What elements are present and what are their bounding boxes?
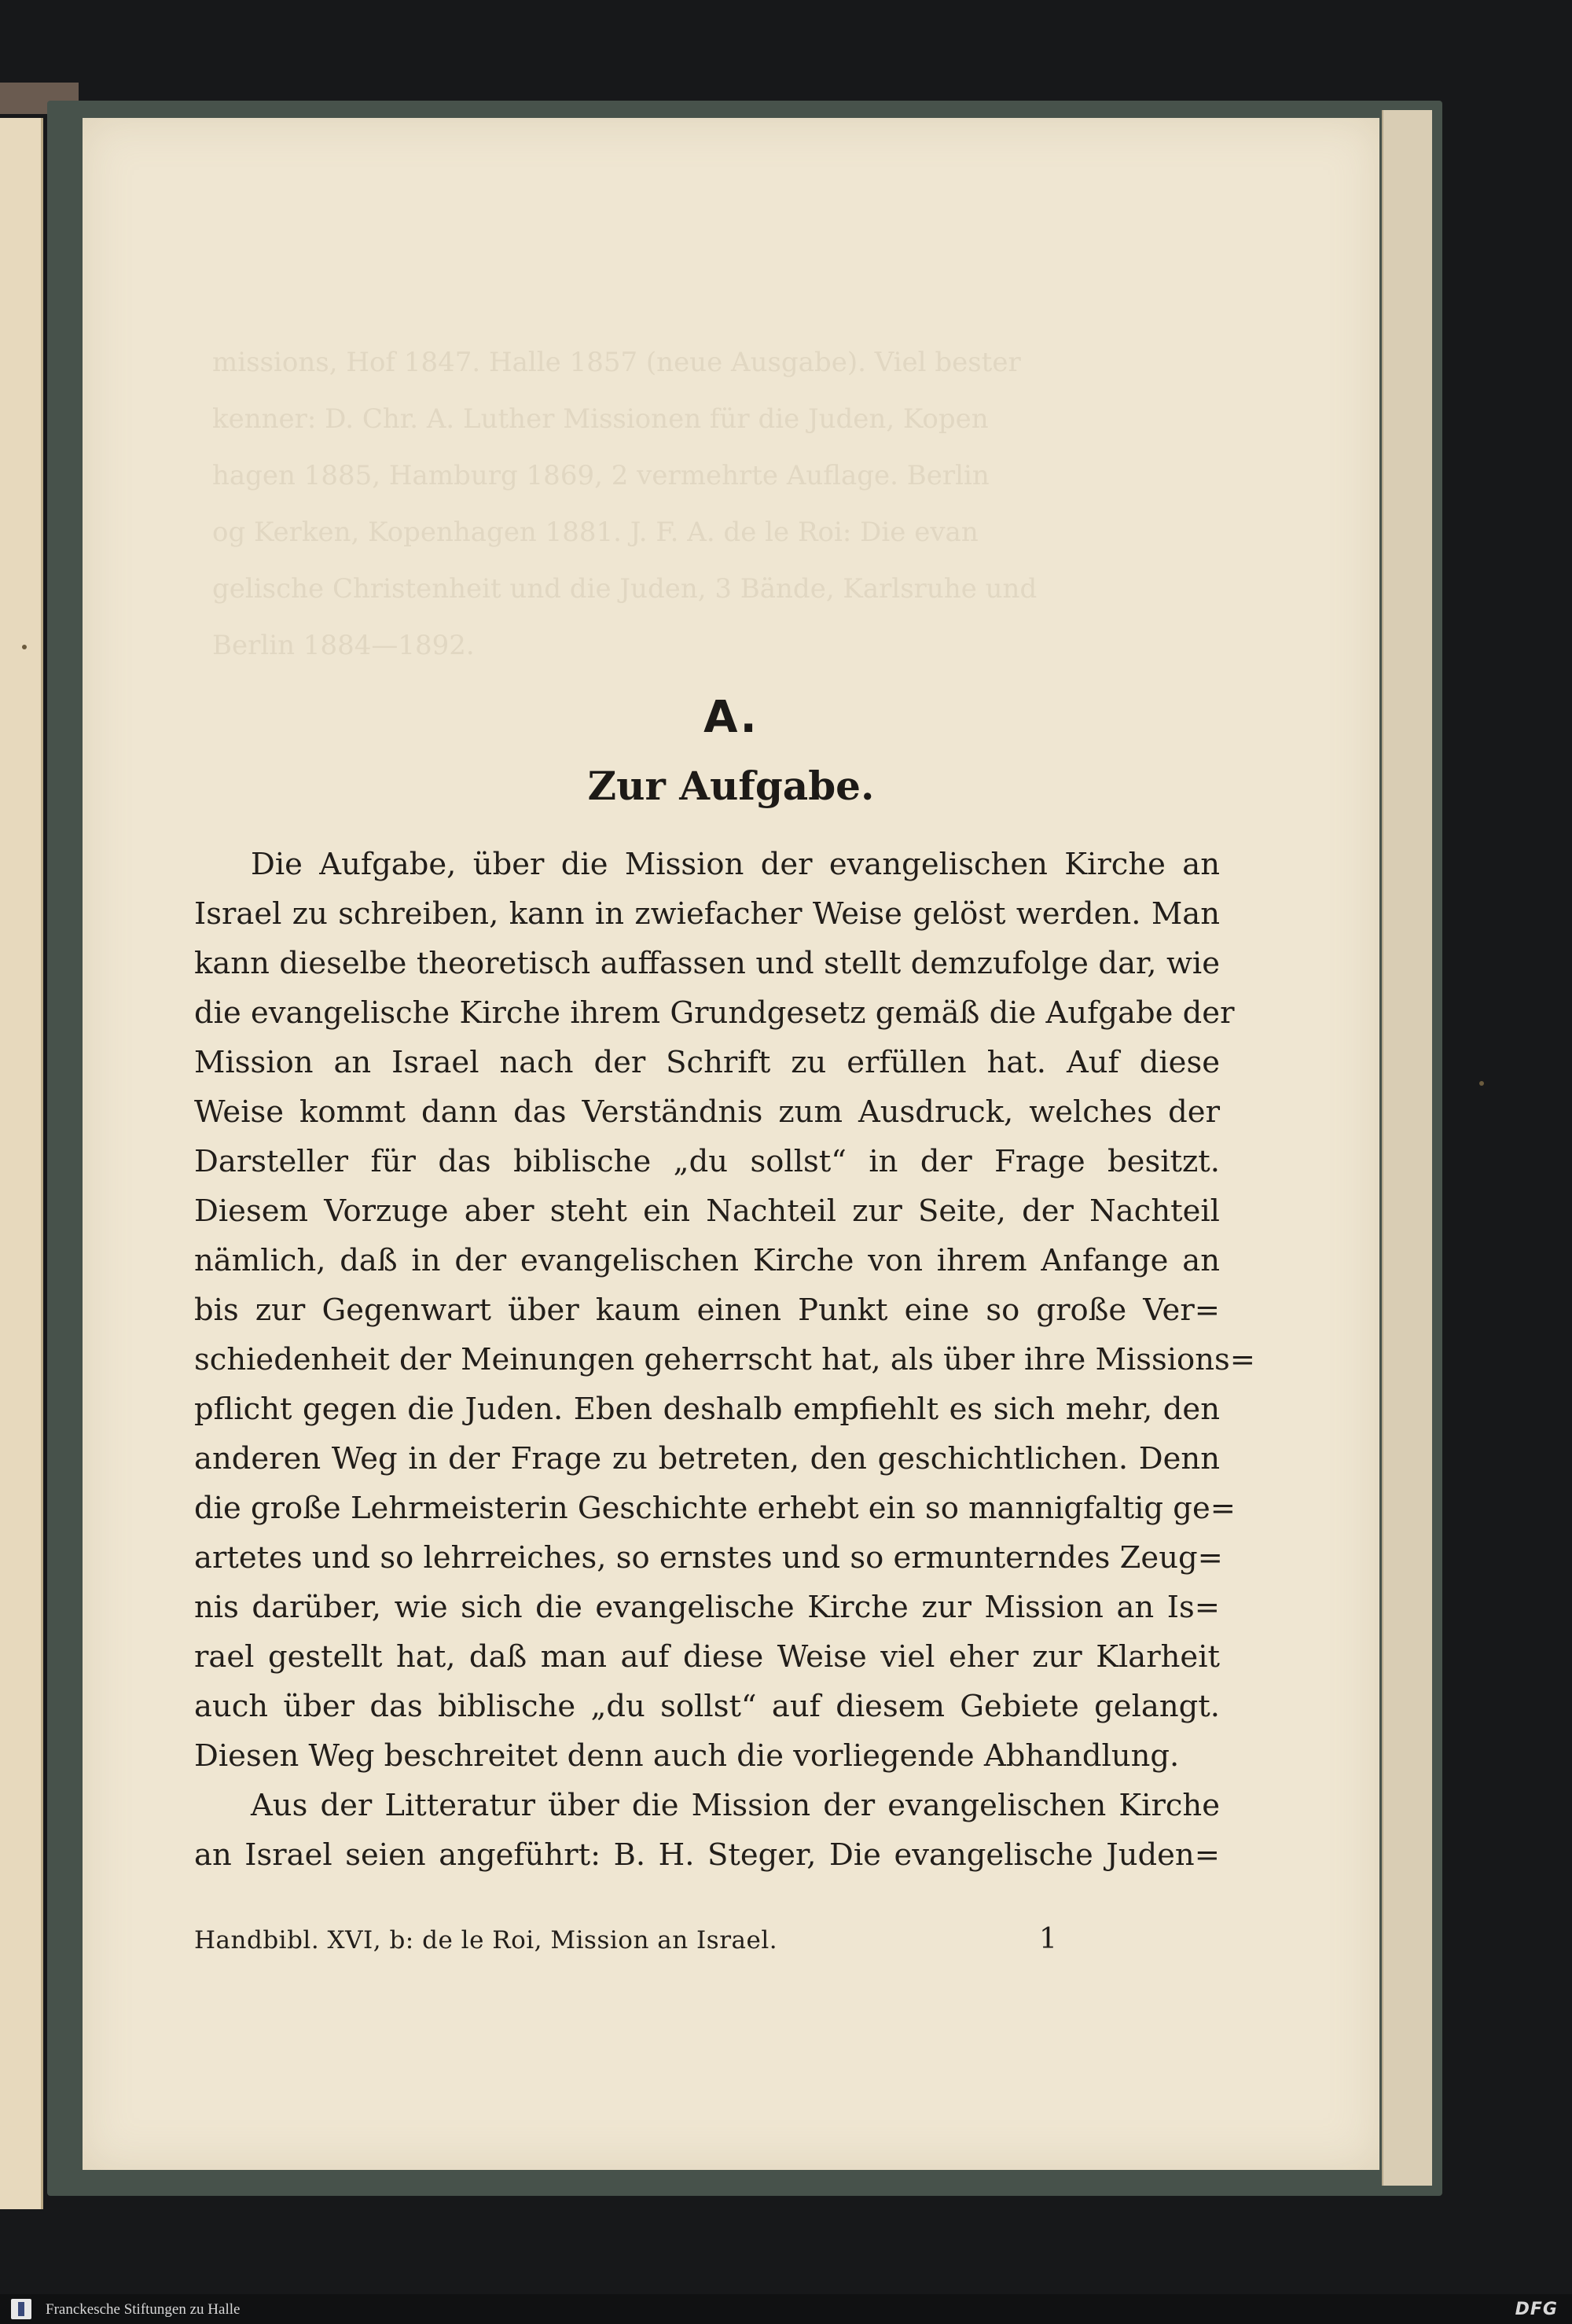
bleed-through-shadow: missions, Hof 1847. Halle 1857 (neue Ausgabe). Viel bester kenner: D. Chr. A. Luther Missionen für die Juden, Kopen hagen 1885, Hamburg 1869, 2 vermehrte Auflage. Berlin og Kerken, Kopenhagen 1881. J. F. A. de le Roi: Die evan gelische Christenheit und die Juden, 3 Bände, Karlsruhe und Berlin 1884—1892.	[212, 347, 1038, 661]
page-footer	[194, 1923, 1216, 1965]
section-heading: Zur Aufgabe.	[587, 763, 875, 809]
scanned-page	[83, 118, 1379, 2170]
body-text	[194, 840, 1256, 1880]
text-line: nis darüber, wie sich die evangelische Kirche zur Mission an Is=	[194, 1590, 1220, 1625]
paper-speck	[22, 645, 27, 649]
text-line: auch über das biblische „du sollst“ auf diesem Gebiete gelangt.	[194, 1689, 1220, 1724]
text-line: nämlich, daß in der evangelischen Kirche von ihrem Anfange an	[194, 1243, 1220, 1278]
page-stack-edge	[1382, 110, 1432, 2186]
text-line: Diesem Vorzuge aber steht ein Nachteil zur Seite, der Nachteil	[194, 1193, 1220, 1229]
signature-mark: Handbibl. XVI, b: de le Roi, Mission an Israel.	[194, 1926, 778, 1954]
section-letter: A.	[703, 692, 758, 743]
text-line: Weise kommt dann das Verständnis zum Ausdruck, welches der	[194, 1094, 1220, 1130]
page-number: 1	[1039, 1923, 1057, 1955]
text-line: Israel zu schreiben, kann in zwiefacher Weise gelöst werden. Man	[194, 896, 1220, 932]
text-line: Die Aufgabe, über die Mission der evangelischen Kirche an	[251, 847, 1220, 882]
text-line: kann dieselbe theoretisch auffassen und stellt demzufolge dar, wie	[194, 946, 1220, 981]
text-line: die große Lehrmeisterin Geschichte erhebt ein so mannigfaltig ge=	[194, 1491, 1236, 1526]
text-line: schiedenheit der Meinungen geherrscht hat, als über ihre Missions=	[194, 1342, 1256, 1377]
text-line: Aus der Litteratur über die Mission der evangelischen Kirche	[251, 1788, 1220, 1823]
text-line: Darsteller für das biblische „du sollst“ in der Frage besitzt.	[194, 1144, 1220, 1179]
text-line: Diesen Weg beschreitet denn auch die vorliegende Abhandlung.	[194, 1738, 1180, 1774]
text-line: anderen Weg in der Frage zu betreten, den geschichtlichen. Denn	[194, 1441, 1220, 1476]
paper-speck	[1479, 1081, 1484, 1086]
text-line: pflicht gegen die Juden. Eben deshalb empfiehlt es sich mehr, den	[194, 1392, 1220, 1427]
text-line: an Israel seien angeführt: B. H. Steger, Die evangelische Juden=	[194, 1837, 1220, 1873]
institution-logo-icon	[11, 2299, 31, 2319]
text-line: rael gestellt hat, daß man auf diese Weise viel eher zur Klarheit	[194, 1639, 1220, 1675]
text-line: Mission an Israel nach der Schrift zu erfüllen hat. Auf diese	[194, 1045, 1220, 1080]
text-line: bis zur Gegenwart über kaum einen Punkt eine so große Ver=	[194, 1293, 1220, 1328]
institution-name: Franckesche Stiftungen zu Halle	[46, 2301, 241, 2318]
text-line: die evangelische Kirche ihrem Grundgesetz gemäß die Aufgabe der	[194, 995, 1235, 1031]
text-line: artetes und so lehrreiches, so ernstes und so ermunterndes Zeug=	[194, 1540, 1223, 1576]
funder-logo: DFG	[1515, 2300, 1558, 2319]
credits-bar	[0, 2294, 1572, 2324]
facing-page-edge	[0, 118, 43, 2209]
